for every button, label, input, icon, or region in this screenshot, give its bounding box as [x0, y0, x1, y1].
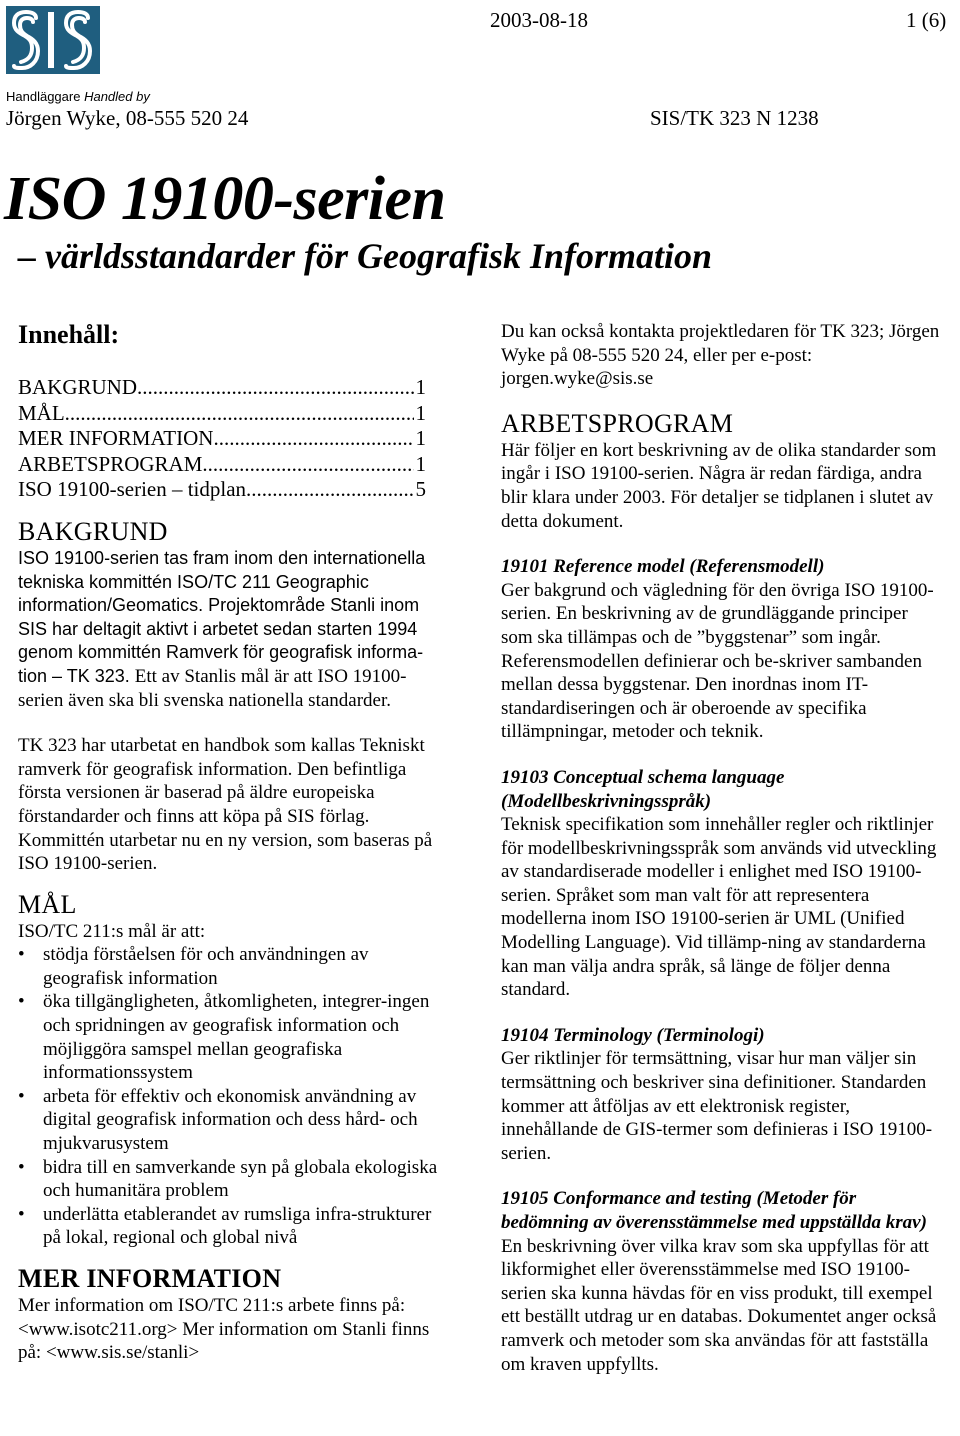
bakgrund-text-sans: ISO 19100-serien tas fram inom den internationella tekniska kommittén ISO/TC 211 Geographic information/Geomatics. Projektområde Stanli inom SIS har deltagit aktivt i arbetet sedan starten 1994 genom kommittén Ramverk för geografisk informa-tion – TK 323. [18, 547, 426, 686]
standard-title: 19103 Conceptual schema language (Modellbeskrivningsspråk) [501, 766, 785, 812]
table-of-contents [18, 375, 448, 503]
right-column [501, 320, 941, 1376]
toc-item-page: 1 [415, 426, 426, 451]
arbetsprogram-intro: Här följer en kort beskrivning av de olika standarder som ingår i ISO 19100-serien. Några är redan färdiga, andra blir klara under 2003. För detaljer se tidplanen i slutet av detta dokument. [501, 439, 937, 532]
bakgrund-paragraph-2: TK 323 har utarbetat en handbok som kallas Tekniskt ramverk för geografisk information. Den befintliga första versionen är baserad på äldre europeiska förstandarder och finns att köpa på SIS förlag. Kommittén utarbetar nu en ny version, som baseras på ISO 19100-serien. [18, 735, 433, 875]
toc-leader [202, 452, 413, 478]
document-reference: SIS/TK 323 N 1238 [650, 106, 819, 130]
list-item: • bidra till en samverkande syn på globala ekologiska och humanitära problem [18, 1156, 448, 1203]
toc-leader [246, 477, 413, 503]
standard-description: En beskrivning över vilka krav som ska uppfyllas för att likformighet eller överensstämmelse med ISO 19100-serien ska kunna hävdas för en viss produkt, till exempel ett beställt utdrag ur en databas. Dokumentet anger också ramverk och metoder som ska användas för att fastställa om kraven uppfyllts. [501, 1235, 937, 1375]
toc-item-page: 1 [415, 400, 426, 425]
handled-label-sv: Handläggare [6, 89, 81, 104]
page-title: ISO 19100-serien [4, 165, 446, 233]
handled-by-label [6, 89, 150, 104]
standard-description: Ger bakgrund och vägledning för den övriga ISO 19100-serien. En beskrivning av de grundläggande principer som ska tillämpas och de ”byggstenar” som ingår. Referensmodellen definierar och be-skriver sambanden mellan dessa byggstenar. Den inordnas inom IT-standardiseringen och är oberoende av specifika tillämpningar, metoder och teknik. [501, 579, 934, 743]
toc-item[interactable] [18, 401, 426, 427]
standard-title: 19105 Conformance and testing (Metoder för bedömning av överensstämmelse med uppställda krav) [501, 1188, 927, 1233]
toc-item-label: MÅL [18, 400, 65, 425]
toc-item-label: MER INFORMATION [18, 426, 214, 451]
left-column [18, 320, 448, 1365]
document-date: 2003-08-18 [490, 8, 588, 32]
toc-leader [65, 401, 414, 427]
toc-heading: Innehåll: [18, 320, 120, 349]
standard-title: 19104 Terminology (Terminologi) [501, 1024, 765, 1046]
list-item: • arbeta för effektiv och ekonomisk användning av digital geografisk information och dess hård- och mjukvarusystem [18, 1085, 448, 1156]
toc-leader [213, 426, 413, 452]
standard-description: Teknisk specifikation som innehåller regler och riktlinjer för modellbeskrivningsspråk som används vid utveckling av standardiserade modeller i enlighet med ISO 19100-serien. Språket som man valt för att representera modellerna inom ISO 19100-serien är UML (Unified Modelling Language). Vid tillämp-ning av standarderna kan man välja andra språk, så länge de följer denna standard. [501, 814, 937, 1001]
toc-item-label: BAKGRUND [18, 375, 138, 399]
handled-label-en: Handled by [84, 89, 150, 104]
page-subtitle: – världsstandarder för Geografisk Information [18, 236, 713, 276]
toc-item-label: ISO 19100-serien – tidplan [18, 477, 247, 502]
section-heading-mal: MÅL [18, 889, 77, 919]
bakgrund-paragraph-1 [18, 547, 448, 712]
page-number: 1 (6) [906, 8, 947, 32]
toc-item-page: 1 [415, 375, 426, 399]
author-contact: Jörgen Wyke, 08-555 520 24 [6, 106, 249, 130]
mal-intro: ISO/TC 211:s mål är att: [18, 920, 206, 942]
list-item: • stödja förståelsen för och användningen av geografisk information [18, 943, 448, 990]
mal-bullet-list [18, 943, 448, 1250]
section-heading-bakgrund: BAKGRUND [18, 516, 168, 546]
toc-item[interactable] [18, 452, 426, 478]
toc-item-page: 5 [415, 477, 426, 502]
sis-logo-icon [6, 6, 100, 74]
toc-item[interactable] [18, 477, 426, 503]
toc-item[interactable] [18, 426, 426, 452]
section-heading-arbetsprogram: ARBETSPROGRAM [501, 408, 734, 438]
toc-leader [137, 375, 413, 401]
section-heading-mer-information: MER INFORMATION [18, 1264, 282, 1293]
list-item: • underlätta etablerandet av rumsliga infra-strukturer på lokal, regional och global nivå [18, 1203, 448, 1250]
toc-item[interactable] [18, 375, 426, 401]
mer-information-text: Mer information om ISO/TC 211:s arbete finns på: <www.isotc211.org> Mer information om Stanli finns på: <www.sis.se/stanli> [18, 1295, 430, 1364]
standard-title: 19101 Reference model (Referensmodell) [501, 556, 825, 578]
contact-paragraph: Du kan också kontakta projektledaren för TK 323; Jörgen Wyke på 08-555 520 24, eller per e-post: jorgen.wyke@sis.se [501, 321, 940, 390]
standard-description: Ger riktlinjer för termsättning, visar hur man väljer sin termsättning och beskriver sina definitioner. Standarden kommer att åtföljas av ett elektronisk register, innehållande de GIS-termer som definieras i ISO 19100-serien. [501, 1048, 933, 1164]
toc-item-label: ARBETSPROGRAM [18, 451, 203, 476]
sis-logo [6, 6, 100, 74]
bakgrund-text-serif: Ett av Stanlis mål är att ISO 19100-serien även ska bli svenska nationella standarder. [18, 665, 407, 711]
toc-item-page: 1 [415, 451, 426, 476]
list-item: • öka tillgängligheten, åtkomligheten, integrer-ingen och spridningen av geografisk information och möjliggöra samspel mellan geografiska informationssystem [18, 990, 448, 1084]
